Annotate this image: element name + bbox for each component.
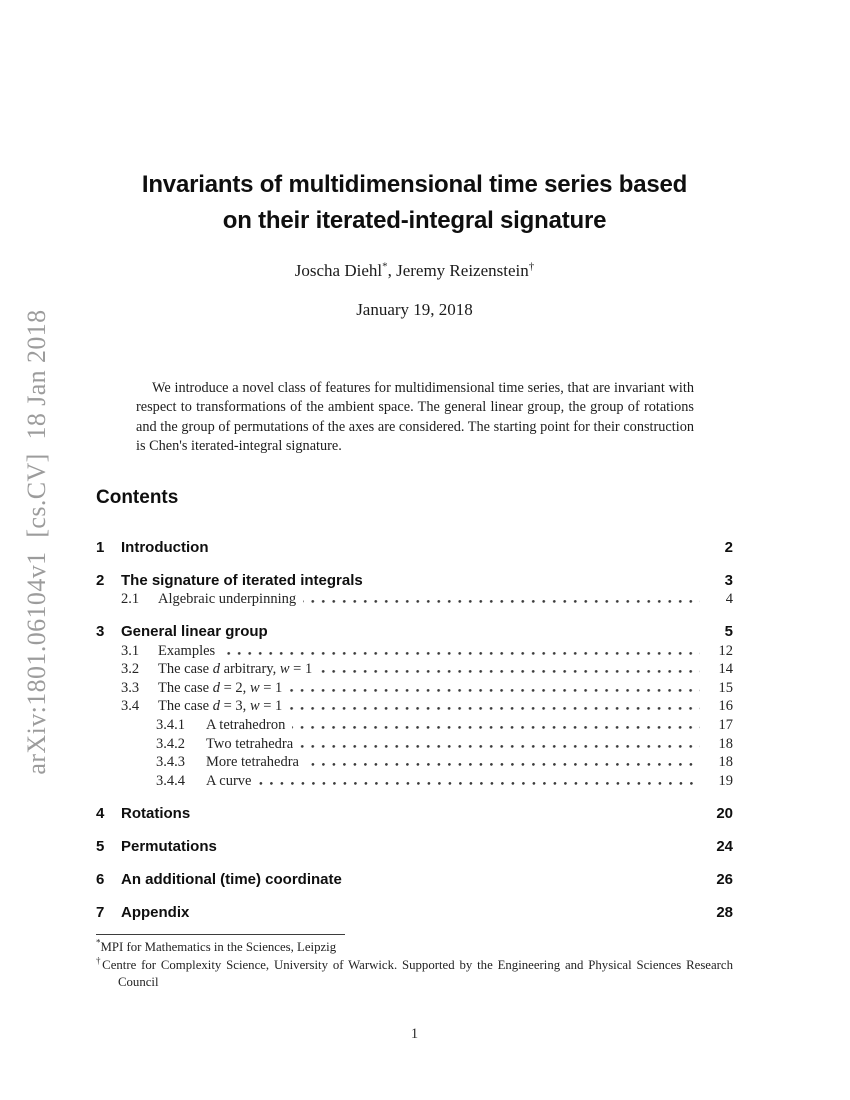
toc-entry-label: The signature of iterated integrals bbox=[121, 571, 363, 589]
toc-entry-page: 12 bbox=[718, 642, 733, 659]
author-name: Joscha Diehl* bbox=[294, 260, 388, 280]
toc-entry-page: 28 bbox=[716, 903, 733, 921]
toc-entry-number: 3.4.1 bbox=[156, 716, 185, 733]
footnote: †Centre for Complexity Science, University of Warwick. Supported by the Engineering and Physical Sciences Research Council bbox=[96, 955, 733, 990]
toc-entry[interactable] bbox=[96, 716, 733, 735]
footnote-rule bbox=[96, 934, 345, 935]
author-footnote-marker: * bbox=[382, 260, 388, 273]
toc-entry-number: 3.3 bbox=[121, 679, 140, 696]
page-number: 1 bbox=[410, 1026, 419, 1042]
toc-entry-label: Introduction bbox=[121, 538, 209, 556]
toc-entry-label: Appendix bbox=[121, 903, 190, 921]
toc-entry-number: 3.4.2 bbox=[156, 735, 185, 752]
toc-entry[interactable] bbox=[96, 697, 733, 716]
toc-entry-number: 3.2 bbox=[121, 661, 140, 678]
toc-dot-leader bbox=[306, 761, 700, 766]
toc-entry-label: An additional (time) coordinate bbox=[121, 870, 342, 888]
toc-entry-page: 18 bbox=[718, 735, 733, 752]
toc-dot-leader bbox=[289, 687, 700, 692]
abstract: We introduce a novel class of features for multidimensional time series, that are invariant with respect to transformations of the ambient space. The general linear group, the group of rotations and the group of permutations of the axes are considered. The starting point for their construction is Chen's iterated-integral signature. bbox=[136, 380, 694, 455]
table-of-contents bbox=[96, 524, 733, 922]
toc-entry-number: 4 bbox=[96, 804, 105, 822]
toc-entry-number: 3.1 bbox=[121, 642, 140, 659]
toc-entry-label: Permutations bbox=[121, 837, 217, 855]
toc-entry-label: A curve bbox=[206, 772, 252, 789]
toc-entry[interactable] bbox=[96, 622, 733, 642]
footnote-marker: * bbox=[96, 937, 101, 948]
author-name: Jeremy Reizenstein† bbox=[396, 260, 535, 280]
toc-entry[interactable] bbox=[96, 642, 733, 661]
toc-entry-page: 20 bbox=[716, 804, 733, 822]
toc-entry-label: More tetrahedra bbox=[206, 754, 299, 771]
toc-entry-page: 26 bbox=[716, 870, 733, 888]
toc-dot-leader bbox=[222, 650, 700, 655]
toc-entry[interactable] bbox=[96, 753, 733, 772]
toc-entry-page: 14 bbox=[718, 661, 733, 678]
toc-entry-number: 3.4.3 bbox=[156, 754, 185, 771]
toc-entry-number: 3 bbox=[96, 623, 105, 641]
toc-entry-label: Two tetrahedra bbox=[206, 735, 294, 752]
toc-entry-number: 1 bbox=[96, 538, 105, 556]
toc-entry-page: 19 bbox=[718, 772, 733, 789]
toc-entry-page: 3 bbox=[724, 571, 733, 589]
author-footnote-marker: † bbox=[528, 260, 535, 273]
toc-entry-label: Rotations bbox=[121, 804, 191, 822]
toc-entry-page: 2 bbox=[724, 538, 733, 556]
toc-entry[interactable] bbox=[96, 870, 733, 890]
toc-entry-label: The case d arbitrary, w = 1 bbox=[158, 661, 313, 678]
toc-entry-label: Examples bbox=[158, 642, 216, 659]
toc-entry-label: Algebraic underpinning bbox=[158, 591, 297, 607]
toc-entry[interactable] bbox=[96, 903, 733, 923]
toc-entry-number: 5 bbox=[96, 837, 105, 855]
footnote: *MPI for Mathematics in the Sciences, Leipzig bbox=[96, 937, 337, 954]
toc-entry-number: 2 bbox=[96, 571, 105, 589]
toc-entry-label: A tetrahedron bbox=[206, 716, 286, 733]
toc-entry-page: 17 bbox=[718, 716, 733, 733]
author-line: Joscha Diehl*, Jeremy Reizenstein† bbox=[294, 260, 535, 280]
toc-dot-leader bbox=[319, 668, 700, 673]
paper-title bbox=[96, 167, 733, 239]
toc-entry[interactable] bbox=[96, 804, 733, 824]
footnote-marker: † bbox=[96, 955, 103, 966]
toc-entry-page: 18 bbox=[718, 754, 733, 771]
toc-entry-label: The case d = 3, w = 1 bbox=[158, 698, 283, 715]
toc-entry-number: 3.4 bbox=[121, 698, 140, 715]
toc-dot-leader bbox=[289, 705, 700, 710]
title-line: on their iterated-integral signature bbox=[222, 207, 607, 234]
toc-dot-leader bbox=[292, 724, 700, 729]
toc-entry-label: The case d = 2, w = 1 bbox=[158, 679, 283, 696]
date-line: January 19, 2018 bbox=[356, 300, 473, 319]
toc-entry[interactable] bbox=[96, 679, 733, 698]
toc-entry-number: 2.1 bbox=[121, 591, 140, 607]
contents-heading: Contents bbox=[96, 487, 179, 508]
title-line: Invariants of multidimensional time series based bbox=[141, 171, 688, 198]
toc-dot-leader bbox=[300, 743, 700, 748]
toc-entry[interactable] bbox=[96, 772, 733, 791]
toc-entry-label: General linear group bbox=[121, 623, 268, 641]
toc-entry[interactable] bbox=[96, 571, 733, 591]
toc-entry-page: 24 bbox=[716, 837, 733, 855]
toc-entry[interactable] bbox=[96, 660, 733, 679]
toc-entry-number: 7 bbox=[96, 903, 105, 921]
toc-entry-page: 15 bbox=[718, 679, 733, 696]
toc-entry[interactable] bbox=[96, 735, 733, 754]
toc-entry[interactable] bbox=[96, 538, 733, 558]
footnotes bbox=[96, 939, 733, 992]
toc-dot-leader bbox=[259, 780, 701, 785]
toc-entry[interactable] bbox=[96, 590, 733, 609]
toc-entry-number: 3.4.4 bbox=[156, 772, 185, 789]
toc-entry-number: 6 bbox=[96, 870, 105, 888]
toc-entry-page: 5 bbox=[724, 623, 733, 641]
toc-dot-leader bbox=[303, 598, 700, 603]
toc-entry[interactable] bbox=[96, 837, 733, 857]
toc-entry-page: 4 bbox=[725, 591, 733, 607]
toc-entry-page: 16 bbox=[718, 698, 733, 715]
arxiv-watermark: arXiv:1801.06104v1 [cs.CV] 18 Jan 2018 bbox=[22, 309, 51, 775]
